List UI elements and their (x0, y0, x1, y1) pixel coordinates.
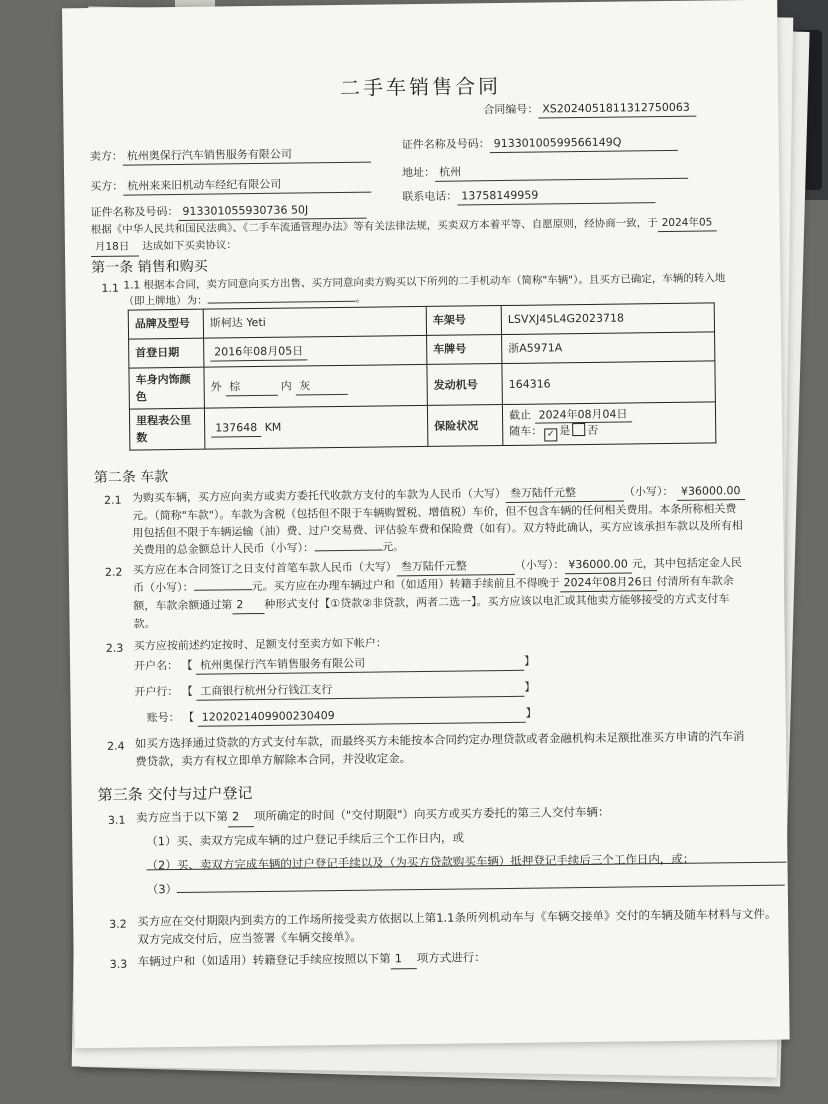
clause-2-1 (132, 482, 747, 559)
page-title: 二手车销售合同 (339, 74, 502, 100)
outer-color-label: 外 (210, 380, 222, 394)
clause-number: 2.1 (103, 493, 122, 507)
contract-number-label: 合同编号： (483, 102, 539, 117)
contract-page (62, 0, 790, 1048)
clause-2-2-text-f: 付清所有车款余额，车款余额通过第 (133, 574, 734, 613)
checkbox-yes[interactable]: ✓ (544, 429, 557, 442)
account-number-value: 1202021409900230409 (198, 705, 526, 727)
buyer-row (90, 175, 371, 196)
clause-number: 3.1 (107, 813, 126, 827)
clause-number: 2.2 (104, 565, 123, 579)
clause-number: 2.3 (105, 641, 124, 655)
mileage-unit: KM (264, 420, 282, 435)
first-payment-value: ¥36000.00 (564, 555, 632, 574)
insurance-label: 保险状况 (427, 405, 503, 447)
transfer-option-number: 1 (391, 950, 417, 969)
delivery-option-3 (147, 874, 785, 900)
brand-label: 品牌及型号 (128, 309, 203, 339)
clause-3-1 (136, 802, 736, 828)
clause-2-4-text: 如买方选择通过贷款的方式支付车款，而最终买方未能按本合同约定办理贷款或者金融机构未足额批准买方申请的汽车消费贷款，卖方有权立即单方解除本合同，并没收定金。 (134, 729, 745, 769)
delivery-option-2-text: （2）买、卖双方完成车辆的过户登记手续以及（为买方贷款购买车辆）抵押登记手续后三个工作日内，或； (146, 851, 695, 873)
article-2-title: 第二条 车款 (93, 469, 169, 487)
intro-tail: 达成如下买卖协议： (142, 239, 237, 253)
bank-row (134, 679, 535, 702)
price-value: ¥36000.00 (677, 482, 745, 501)
clause-2-1-text-e: 元。 (382, 540, 405, 554)
clause-2-2-text-b: （小写）： (514, 558, 565, 572)
insurance-yes-label: 是 (559, 424, 571, 438)
buyer-address-label: 地址： (401, 165, 436, 180)
clause-1-1-tail: 。 (355, 292, 367, 306)
insurance-until-label: 截止 (508, 408, 532, 423)
brand-value: 斯柯达 Yeti (203, 306, 426, 338)
clause-2-1-text-b: （小写）： (623, 484, 674, 499)
clause-3-3-text-a: 车辆过户和（如适用）转籍登记手续应按照以下第 (137, 951, 391, 969)
inner-color-label: 内 (280, 379, 292, 393)
engine-label: 发动机号 (427, 364, 502, 406)
bracket-right: 】 (523, 654, 536, 668)
buyer-label: 买方： (90, 179, 124, 194)
seller-cert-value: 91330100599566149Q (490, 133, 678, 153)
article-1-title: 第一条 销售和购买 (91, 258, 208, 277)
contract-number-value: XS2024051811312750063 (538, 99, 696, 119)
bank-value: 工商银行杭州分行钱江支行 (196, 679, 524, 701)
delivery-option-3-text: （3） (146, 882, 178, 897)
bracket-left: 【 (183, 710, 195, 724)
clause-number: 3.2 (109, 917, 127, 931)
buyer-cert-value: 913301055930736 50J (178, 201, 366, 221)
price-chinese: 叁万陆仟元整 (506, 484, 624, 503)
checkbox-no[interactable] (572, 423, 585, 436)
buyer-phone-label: 联系电话： (402, 189, 458, 204)
account-holder-value: 杭州奥保行汽车销售服务有限公司 (196, 653, 524, 675)
clause-number: 3.3 (109, 957, 128, 971)
seller-row (90, 145, 371, 166)
mileage-label: 里程表公里数 (129, 408, 205, 450)
intro-text: 根据《中华人民共和国民法典》、《二手车流通管理办法》等有关法律法规，买卖双方本着平等、自愿原则，经协商一致，于 (90, 217, 658, 237)
clause-3-2 (137, 906, 777, 949)
plate-value: 浙A5971A (502, 332, 715, 364)
account-holder-label: 开户名： (133, 658, 179, 673)
buyer-value: 杭州来来旧机动车经纪有限公司 (123, 175, 371, 196)
account-number-row (147, 705, 537, 728)
buyer-address-row (402, 161, 688, 183)
clause-2-2-text-e: 元。买方应在办理车辆过户和（如适用）转籍手续前且不得晚于 (251, 576, 560, 594)
outer-color-value: 棕 (225, 378, 277, 397)
account-holder-row (134, 653, 535, 676)
payment-method-number: 2 (232, 596, 264, 614)
intro-date-a: 2024年05 (658, 214, 717, 232)
clause-2-1-text-d: 元。（简称"车款"）。车款为含税（包括但不限于车辆购置税、增值税）车价，但不包含车辆的任何相关费用。本条所称相关费用包括但不限于车辆运输（油）费、过户交易费、评估验车费和保险费（如有）。双方特此确认，买方应该承担车款以及所有相关费用的总金额总计人民币（小写）： (132, 502, 743, 557)
clause-3-3 (138, 946, 738, 972)
seller-cert-row (402, 133, 678, 154)
vin-value: LSVXJ45L4G2023718 (501, 303, 714, 335)
vehicle-table (128, 302, 717, 451)
clause-2-2-text-g: 种形式支付【①贷款②非贷款，两者二选一】。买方应该以电汇或其他卖方能够接受的方式支付车款。 (133, 592, 730, 631)
clause-2-1-text-a: 为购买车辆，买方应向卖方或卖方委托代收款方支付的车款为人民币（大写） (131, 486, 507, 505)
final-payment-date: 2024年08月26日 (559, 573, 656, 592)
inner-color-value: 灰 (295, 377, 347, 396)
intro-paragraph (91, 214, 751, 257)
mileage-value: 137648 (211, 419, 261, 438)
reg-date-label: 首登日期 (129, 338, 204, 368)
buyer-phone-row (402, 185, 655, 206)
seller-cert-label: 证件名称及号码： (401, 137, 490, 152)
buyer-address-value: 杭州 (435, 161, 688, 182)
first-payment-chinese: 叁万陆仟元整 (397, 557, 515, 576)
bank-label: 开户行： (134, 684, 179, 699)
bracket-right: 】 (524, 680, 536, 694)
insurance-no-label: 否 (587, 424, 599, 438)
seller-value: 杭州奥保行汽车销售服务有限公司 (123, 145, 371, 166)
vin-label: 车架号 (426, 306, 501, 336)
clause-3-2-text: 买方应在交付期限内到卖方的工作场所接受卖方依据以上第1.1条所列机动车与《车辆交接单》交付的车辆及随车材料与文件。双方完成交付后，应当签署《车辆交接单》。 (137, 906, 777, 947)
buyer-phone-value: 13758149959 (457, 185, 655, 205)
delivery-option-1: （1）买、卖双方完成车辆的过户登记手续后三个工作日内，或 (146, 830, 465, 849)
clause-3-3-text-b: 项方式进行： (416, 950, 486, 966)
account-number-label: 账号： (146, 710, 180, 725)
clause-number: 1.1 (101, 281, 120, 295)
engine-value: 164316 (502, 361, 715, 405)
reg-date-value: 2016年08月05日 (210, 342, 307, 361)
clause-2-2-text-a: 买方应在本合同签订之日支付首笔车款人民币（大写） (132, 560, 397, 577)
plate-label: 车牌号 (427, 335, 502, 365)
clause-3-1-text-b: 项所确定的时间（"交付期限"）向买方或买方委托的第三人交付车辆： (253, 804, 610, 824)
clause-1-1-text: 1.1 根据本合同，卖方同意向买方出售、买方同意向卖方购买以下所列的二手机动车（简称"车辆"）。且买方已确定，车辆的转入地（即上牌地）为： (123, 272, 726, 308)
color-label: 车身内饰颜色 (129, 367, 204, 409)
contract-number-row (483, 99, 696, 120)
vehicle-table-wrap (128, 302, 717, 451)
insurance-until-value: 2024年08月04日 (534, 407, 631, 425)
clause-3-1-text-a: 卖方应当于以下第 (135, 809, 228, 825)
delivery-option-number: 2 (228, 808, 254, 827)
clause-2-3-text: 买方应按前述约定按时、足额支付至卖方如下帐户： (133, 636, 387, 653)
clause-2-4 (135, 728, 755, 771)
buyer-cert-label: 证件名称及号码： (90, 204, 179, 220)
insurance-follow-label: 随车： (509, 425, 543, 439)
clause-2-2 (133, 554, 748, 633)
intro-date-b: 月18日 (91, 239, 139, 257)
article-3-title: 第三条 交付与过户登记 (97, 784, 253, 804)
seller-label: 卖方： (89, 149, 123, 164)
clause-number: 2.4 (106, 739, 125, 753)
clause-2-3 (134, 630, 734, 654)
bracket-right: 】 (525, 706, 537, 720)
clause-2-2-text-d: 元，其中包括定金人民币（小写）： (133, 556, 742, 595)
bracket-left: 【 (181, 684, 193, 698)
bracket-left: 【 (181, 658, 193, 672)
